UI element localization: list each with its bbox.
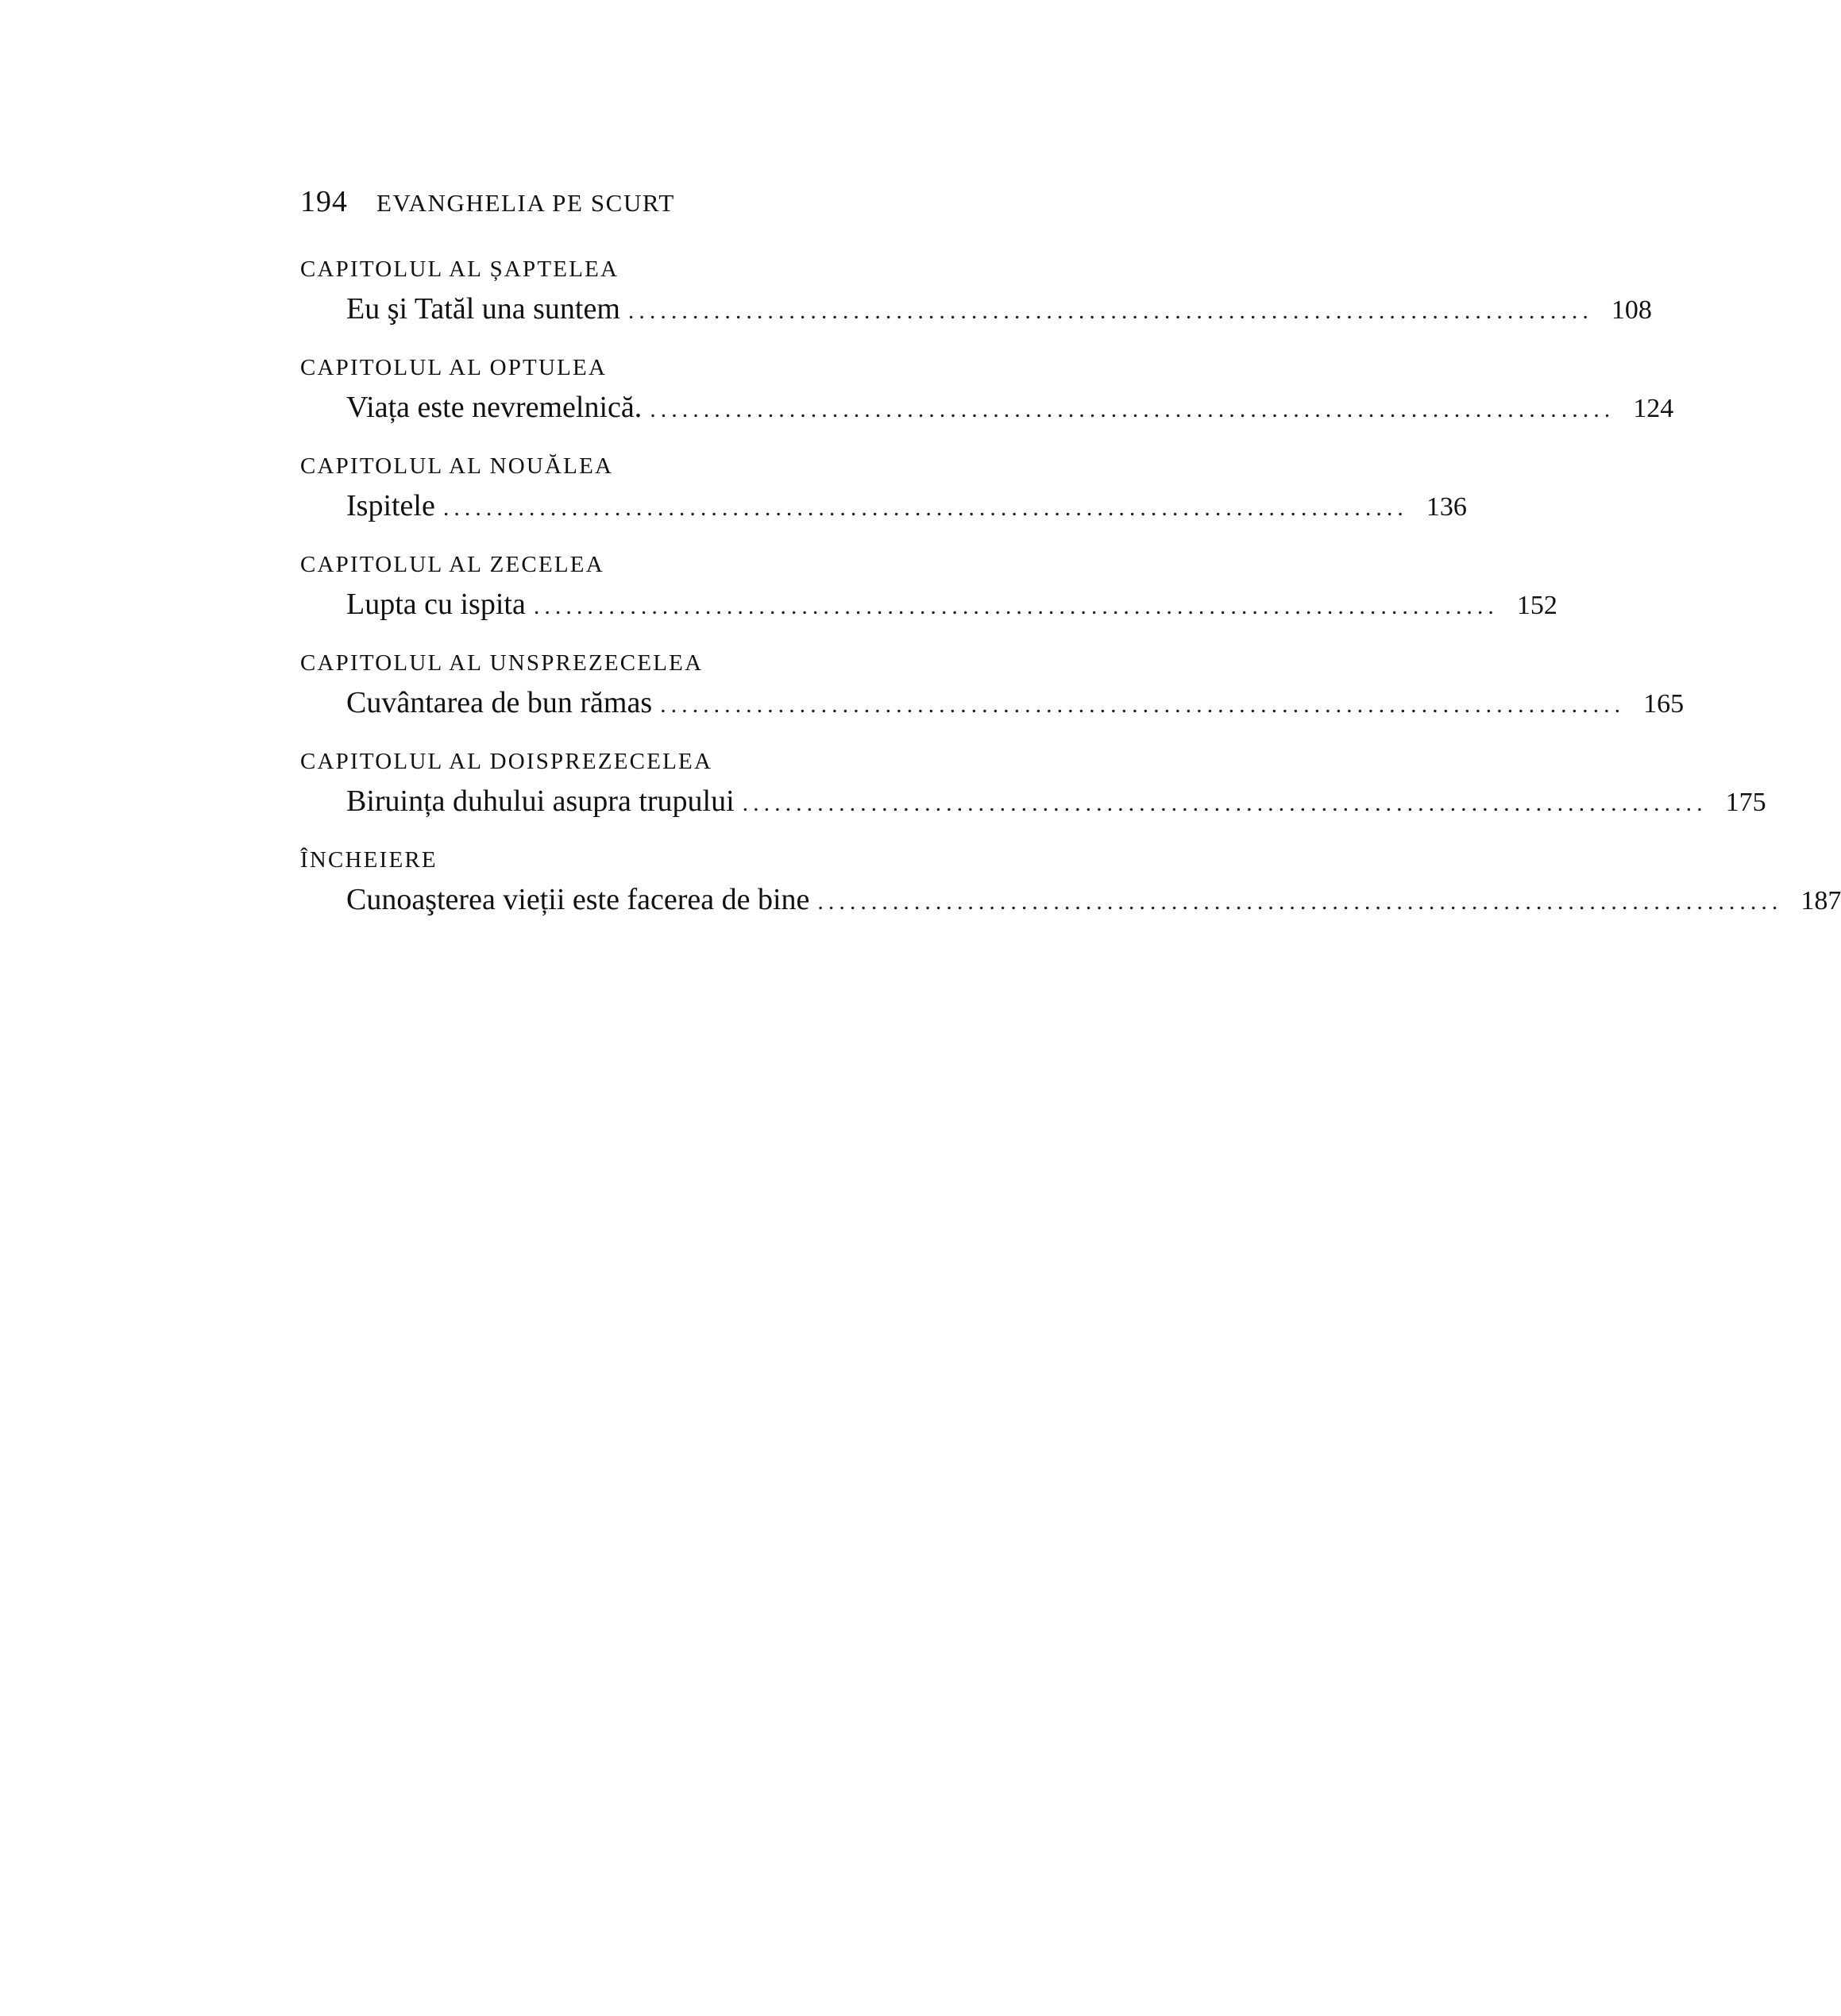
entry-title: Cunoaşterea vieții este facerea de bine <box>346 883 810 916</box>
entry-page-number: 124 <box>1633 394 1674 423</box>
entry-title: Ispitele <box>346 489 435 522</box>
toc-entry-chapter-11 <box>300 650 1685 748</box>
toc-entry-chapter-9 <box>300 453 1467 551</box>
page-number: 194 <box>300 185 348 218</box>
dot-leader: .......................................................................................... <box>442 495 1408 521</box>
entry-page-number: 136 <box>1426 492 1467 522</box>
entry-page-number: 108 <box>1611 295 1652 325</box>
chapter-label: ÎNCHEIERE <box>300 847 438 873</box>
toc-entry-line <box>346 583 1557 626</box>
dot-leader: .......................................................................................... <box>742 790 1708 816</box>
dot-leader: .......................................................................................... <box>533 593 1499 619</box>
toc-entry-line <box>346 878 1841 921</box>
toc-entry-conclusion <box>300 846 1841 945</box>
chapter-label: CAPITOLUL AL DOISPREZECELEA <box>300 749 713 774</box>
toc-entry-chapter-8 <box>300 354 1674 453</box>
entry-page-number: 187 <box>1800 886 1841 915</box>
toc-entry-line <box>346 287 1652 330</box>
chapter-label: CAPITOLUL AL NOUĂLEA <box>300 453 614 479</box>
toc-entry-chapter-12 <box>300 748 1766 846</box>
toc-entry-line <box>346 681 1685 724</box>
entry-title: Biruința duhului asupra trupului <box>346 784 735 818</box>
entry-page-number: 165 <box>1643 689 1685 719</box>
toc-entry-chapter-7 <box>300 256 1652 354</box>
dot-leader: .......................................................................................... <box>817 889 1783 915</box>
dot-leader: .......................................................................................... <box>650 396 1615 422</box>
table-of-contents <box>300 256 1841 945</box>
chapter-label: CAPITOLUL AL OPTULEA <box>300 355 608 380</box>
chapter-label: CAPITOLUL AL ZECELEA <box>300 552 604 577</box>
dot-leader: .......................................................................................... <box>660 692 1626 718</box>
running-head <box>300 184 1174 225</box>
toc-entry-line <box>346 386 1674 429</box>
chapter-label: CAPITOLUL AL ȘAPTELEA <box>300 256 619 282</box>
entry-title: Viața este nevremelnică. <box>346 391 643 424</box>
entry-page-number: 175 <box>1725 788 1766 817</box>
entry-title: Eu şi Tatăl una suntem <box>346 292 620 326</box>
entry-title: Cuvântarea de bun rămas <box>346 686 653 719</box>
chapter-label: CAPITOLUL AL UNSPREZECELEA <box>300 650 704 676</box>
entry-page-number: 152 <box>1516 591 1557 620</box>
book-title: EVANGHELIA PE SCURT <box>376 189 675 217</box>
toc-entry-chapter-10 <box>300 551 1557 650</box>
entry-title: Lupta cu ispita <box>346 588 526 621</box>
toc-entry-line <box>346 780 1766 823</box>
dot-leader: .......................................................................................... <box>627 298 1593 324</box>
toc-entry-line <box>346 484 1467 527</box>
